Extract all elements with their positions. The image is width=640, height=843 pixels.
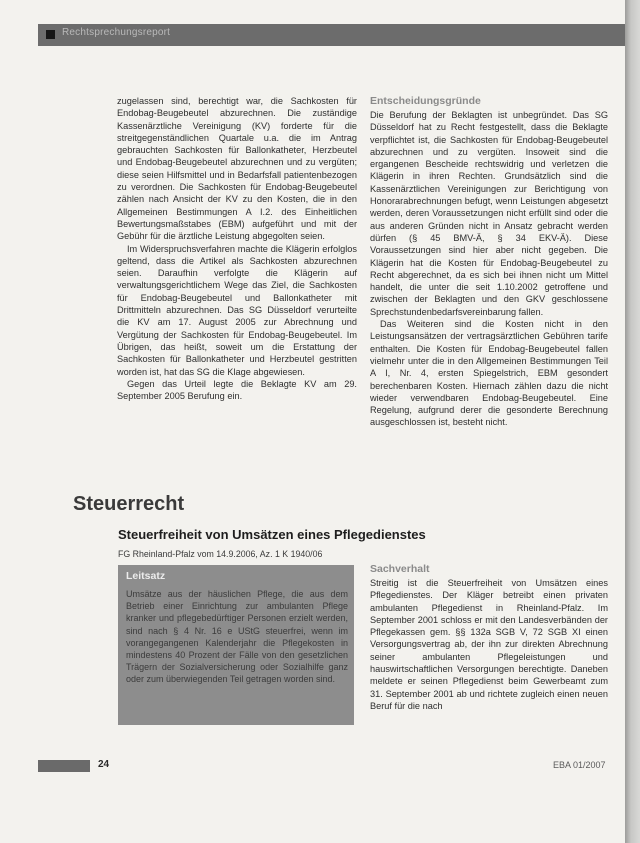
right-column bbox=[370, 95, 608, 429]
page-number: 24 bbox=[98, 759, 110, 770]
left-paragraph: zugelassen sind, berechtigt war, die Sachkosten für Endobag-Beugebeutel abzurechnen. Die zuständige Kassenärztliche Vereinigung (KV) forderte für die streitgegenständlichen Quartale u.a. die im Antrag gebrauchten Sachkosten für Ballonkatheter, Herzbeutel und Endobag-Beugebeutel abzurechnen und zu vergüten; diese seien Hilfsmittel und in Bedarfsfall patientenbezogen zu verordnen. Die Sachkosten für Endobag-Beugebeutel zählen nach Ansicht der KV zu den Kosten, die in den Allgemeinen Bestimmungen A I.2. des Einheitlichen Bewertungsmaßstabes (EBM) aufgeführt und mit der Gebühr für die ärztliche Leistung abgegolten seien. bbox=[117, 96, 357, 242]
footer-journal: EBA 01/2007 bbox=[553, 760, 606, 770]
right-paragraph: Die Berufung der Beklagten ist unbegründet. Das SG Düsseldorf hat zu Recht festgestellt, dass die Beklagte verpflichtet ist, die Sachkosten für Endobag-Beugebeutel abzurechnen und zu vergüten. Insoweit sind die ergangenen Bescheide rechtswidrig und verletzen die Klägerin in ihren Rechten. Grundsätzlich sind die Kassenärztlichen Vereinigungen zur Berichtigung von Honorarabrechnungen befugt, wenn Leistungen abgesetzt werden, deren Voraussetzungen nicht erfüllt sind oder die aus anderen Gründen nicht in Ansatz gebracht werden dürfen (§ 45 BMV-Ä, § 34 EKV-Ä). Diese Voraussetzungen sind hier aber nicht gegeben. Die Klägerin hat die Kosten für Endobag-Beugebeutel zu Recht abgerechnet, da es sich bei ihnen nicht um Mittel handelt, die unter die seit 1.10.2002 getroffene und zwischen der Beklagten und den GKV geschlossene Sprechstundenbedarfsvereinbarung fallen. bbox=[370, 110, 608, 317]
article-source: FG Rheinland-Pfalz vom 14.9.2006, Az. 1 K 1940/06 bbox=[118, 549, 323, 559]
scan-shadow-edge bbox=[625, 0, 640, 843]
sachverhalt-heading: Sachverhalt bbox=[370, 563, 430, 575]
article-title: Steuerfreiheit von Umsätzen eines Pflegedienstes bbox=[118, 527, 426, 542]
header-square-marker bbox=[46, 30, 55, 39]
leitsatz-title: Leitsatz bbox=[126, 570, 166, 582]
sachverhalt-text: Streitig ist die Steuerfreiheit von Umsätzen eines Pflegedienstes. Der Kläger betreibt einen privaten ambulanten Pflegedienst in Rheinland-Pfalz. Im September 2001 schloss er mit den Landesverbänden der Pflegekassen gem. §§ 132a SGB V, 72 SGB XI einen Versorgungsvertrag ab, der ihn zur direkten Abrechnung seiner ambulanten Pflegeleistungen und hauswirtschaftlichen Versorgungen berechtigte. Daneben meldete er seinen Pflegedienst beim Gewerbeamt zum 31. September 2001 ab und richtete zugleich einen neuen Beruf für die nach bbox=[370, 578, 608, 711]
sachverhalt-column bbox=[370, 563, 608, 712]
leitsatz-text: Umsätze aus der häuslichen Pflege, die aus dem Betrieb einer Einrichtung zur ambulanten Pflege kranker und pflegebedürftiger Personen erzielt werden, sind nach § 4 Nr. 16 e UStG steuerfrei, wenn im vorangegangenen Kalenderjahr die Pflegekosten in mindestens 40 Prozent der Fälle von den gesetzlichen Trägern der Sozialversicherung oder Sozialhilfe ganz oder zum überwiegenden Teil getragen worden sind. bbox=[126, 589, 348, 685]
left-column bbox=[117, 95, 357, 402]
running-header-title: Rechtsprechungsreport bbox=[62, 27, 171, 38]
footer-bar bbox=[38, 760, 90, 772]
section-title: Steuerrecht bbox=[73, 493, 185, 515]
left-paragraph: Im Widerspruchsverfahren machte die Klägerin erfolglos geltend, dass die Artikel als Sachkosten abzurechnen seien. Daraufhin verfolgte die Klägerin auf verwaltungsgerichtlichem Wege das Ziel, die Sachkosten für Endobag-Beugebeutel und Ballonkatheter mit Drittmitteln abzurechnen. Das SG Düsseldorf verurteilte die KV am 17. August 2005 zur Abrechnung und Vergütung der Sachkosten für Endobag-Beugebeutel. Im Übrigen, das heißt, soweit um die Erstattung der Sachkosten für Ballonkatheter und Herzbeutel gestritten worden ist, hat das SG die Klage abgewiesen. bbox=[117, 243, 357, 377]
right-paragraph: Das Weiteren sind die Kosten nicht in den Leistungsansätzen der vertragsärztlichen Gebühren tarife enthalten. Die Kosten für Endobag-Beugebeutel fallen vielmehr unter die in den Allgemeinen Bestimmungen Teil A I, Nr. 4, ersten Spiegelstrich, EBM gesondert berechenbaren Kosten. Hiernach zählen dazu die nicht wieder verwendbaren Endobag-Beugebeutel. Eine Regelung, aufgrund derer die gesonderte Berechnung ausgeschlossen ist, besteht nicht. bbox=[370, 319, 608, 428]
left-paragraph: Gegen das Urteil legte die Beklagte KV am 29. September 2005 Berufung ein. bbox=[117, 378, 357, 402]
decision-reasons-heading: Entscheidungsgründe bbox=[370, 95, 481, 107]
